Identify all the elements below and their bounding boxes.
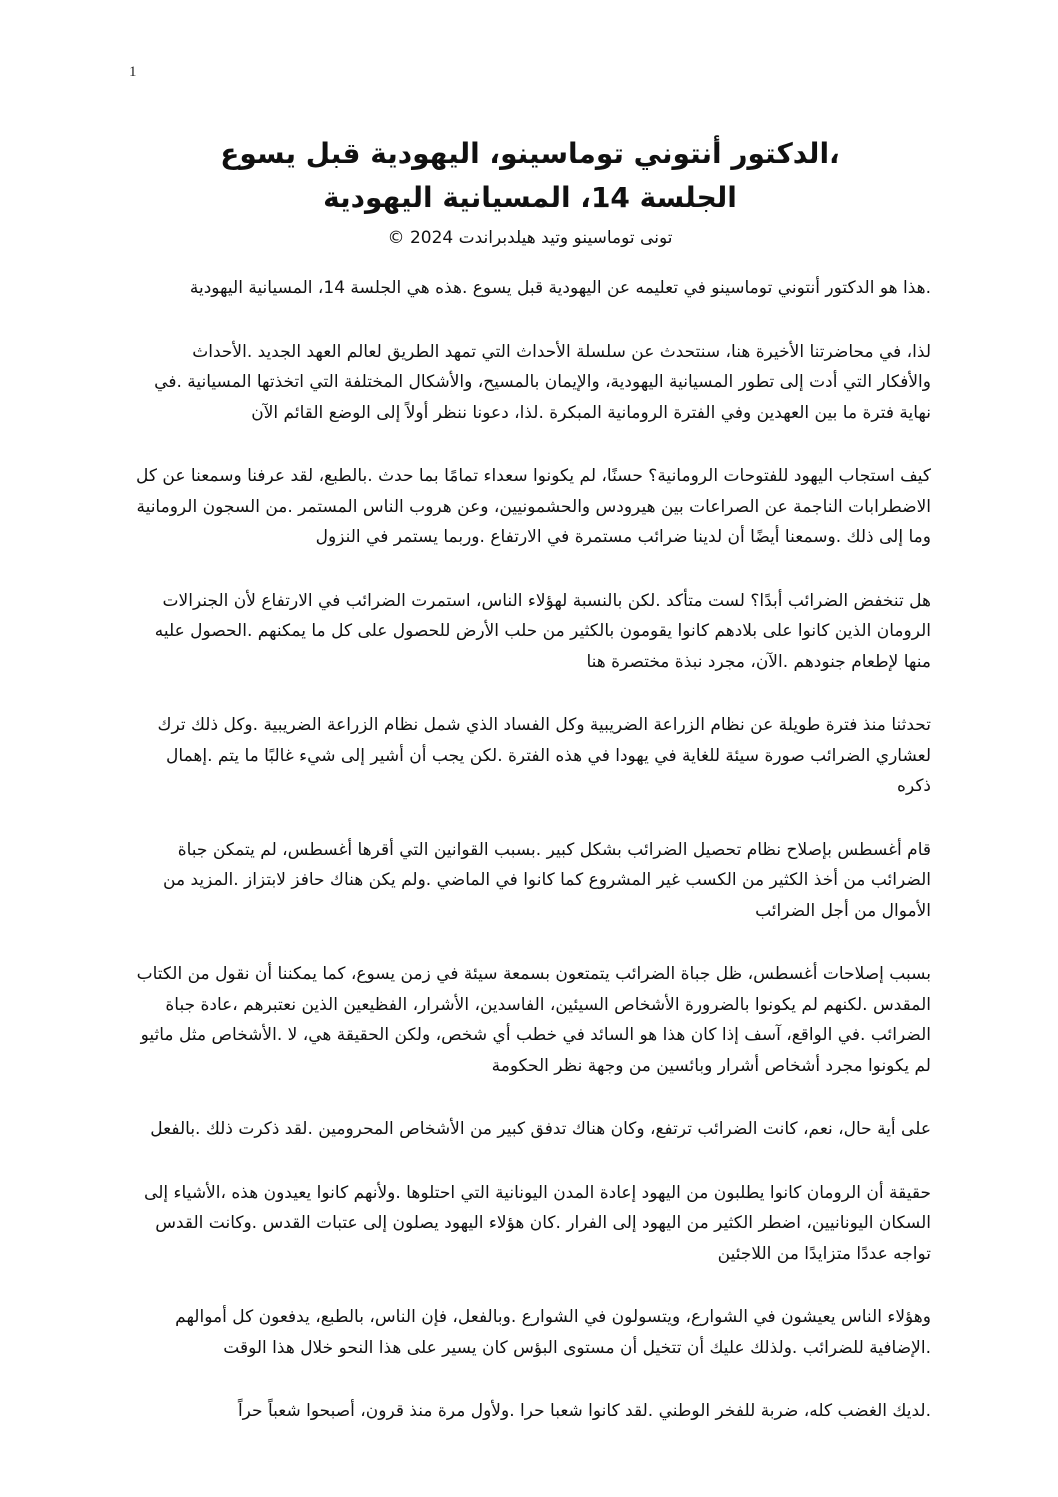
copyright-notice: تونى توماسينو وتيد هيلدبراندت 2024 © [387, 228, 673, 248]
paragraph: حقيقة أن الرومان كانوا يطلبون من اليهود إعادة المدن اليونانية التي احتلوها .ولأنهم كانوا يعيدون هذه ،الأشياء إلى السكان اليونانيين، اضطر الكثير من اليهود إلى الفرار .كان هؤلاء اليهود يصلون إلى عتبات القدس .وكانت القدس تواجه عددًا متزايدًا من اللاجئين [144, 1182, 931, 1264]
paragraph: على أية حال، نعم، كانت الضرائب ترتفع، وكان هناك تدفق كبير من الأشخاص المحرومين .لقد ذكرت ذلك .بالفعل [150, 1119, 931, 1139]
paragraph: قام أغسطس بإصلاح نظام تحصيل الضرائب بشكل كبير .بسبب القوانين التي أقرها أغسطس، لم يتمكن جباة الضرائب من أخذ الكثير من الكسب غير المشروع كما كانوا في الماضي .ولم يكن هناك حافز لابتزاز .المزيد من الأموال من أجل الضرائب [163, 839, 931, 921]
page-number: 1 [129, 64, 137, 80]
paragraph: هل تنخفض الضرائب أبدًا؟ لست متأكد .لكن بالنسبة لهؤلاء الناس، استمرت الضرائب في الارتفاع لأن الجنرالات الرومان الذين كانوا على بلادهم كانوا يقومون بالكثير من حلب الأرض للحصول على كل ما يمكنهم .الحصول عليه منها لإطعام جنودهم .الآن، مجرد نبذة مختصرة هنا [154, 590, 931, 672]
paragraph: .لديك الغضب كله، ضربة للفخر الوطني .لقد كانوا شعبا حرا .ولأول مرة منذ قرون، أصبحوا شعباً حراً [237, 1401, 931, 1421]
paragraph: بسبب إصلاحات أغسطس، ظل جباة الضرائب يتمتعون بسمعة سيئة في زمن يسوع، كما يمكننا أن نقول من الكتاب المقدس .لكنهم لم يكونوا بالضرورة الأشخاص السيئين، الفاسدين، الأشرار، الفظيعين الذين نعتبرهم ،عادة جباة الضرائب .في الواقع، آسف إذا كان هذا هو السائد في خطب أي شخص، ولكن الحقيقة هي، لا .الأشخاص مثل ماثيو لم يكونوا مجرد أشخاص أشرار وبائسين من وجهة نظر الحكومة [136, 964, 931, 1076]
paragraph: .هذا هو الدكتور أنتوني توماسينو في تعليمه عن اليهودية قبل يسوع .هذه هي الجلسة 14، المسيانية اليهودية [189, 278, 931, 298]
title-line-2: الجلسة 14، المسيانية اليهودية [323, 181, 737, 214]
title-line-1: ،الدكتور أنتوني توماسينو، اليهودية قبل يسوع [220, 137, 840, 170]
document-body [134, 273, 931, 1460]
document-header [130, 132, 930, 252]
paragraph: كيف استجاب اليهود للفتوحات الرومانية؟ حسنًا، لم يكونوا سعداء تمامًا بما حدث .بالطبع، لقد عرفنا وسمعنا عن كل الاضطرابات الناجمة عن الصراعات بين هيرودس والحشمونيين، وعن هروب الناس المستمر .من السجون الرومانية وما إلى ذلك .وسمعنا أيضًا أن لدينا ضرائب مستمرة في الارتفاع .وربما يستمر في النزول [136, 466, 931, 547]
paragraph: لذا، في محاضرتنا الأخيرة هنا، سنتحدث عن سلسلة الأحداث التي تمهد الطريق لعالم العهد الجديد .الأحداث والأفكار التي أدت إلى تطور المسيانية اليهودية، والإيمان بالمسيح، والأشكال المختلفة التي اتخذتها المسيانية .في نهاية فترة ما بين العهدين وفي الفترة الرومانية المبكرة .لذا، دعونا ننظر أولاً إلى الوضع القائم الآن [154, 341, 931, 423]
paragraph: وهؤلاء الناس يعيشون في الشوارع، ويتسولون في الشوارع .وبالفعل، فإن الناس، بالطبع، يدفعون كل أموالهم .الإضافية للضرائب .ولذلك عليك أن تتخيل أن مستوى البؤس كان يسير على هذا النحو خلال هذا الوقت [175, 1307, 931, 1358]
paragraph: تحدثنا منذ فترة طويلة عن نظام الزراعة الضريبية وكل الفساد الذي شمل نظام الزراعة الضريبية .وكل ذلك ترك لعشاري الضرائب صورة سيئة للغاية في يهودا في هذه الفترة .لكن يجب أن أشير إلى شيء غالبًا ما يتم .إهمال ذكره [157, 715, 931, 796]
